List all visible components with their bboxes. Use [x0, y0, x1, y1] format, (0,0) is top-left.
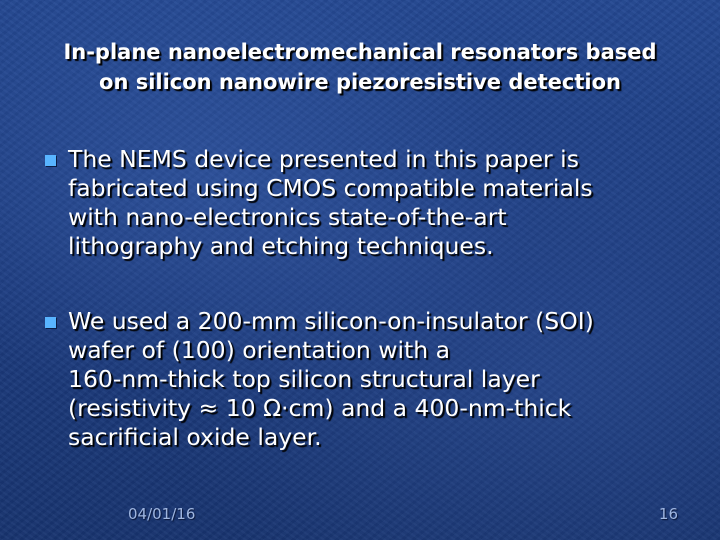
bullet-item — [40, 145, 700, 261]
bullet-list — [40, 145, 700, 452]
footer-date: 04/01/16 — [128, 505, 196, 523]
page-number: 16 — [658, 505, 678, 523]
title-line: In-plane nanoelectromechanical resonators based — [63, 40, 657, 64]
slide-title — [40, 37, 680, 97]
bullet-line: sacrificial oxide layer. — [68, 423, 322, 451]
bullet-line: 160-nm-thick top silicon structural layer — [68, 365, 540, 393]
square-bullet-icon — [45, 155, 56, 166]
bullet-text — [68, 307, 700, 452]
title-line: on silicon nanowire piezoresistive detection — [99, 70, 621, 94]
bullet-line: We used a 200-mm silicon-on-insulator (SOI) — [68, 307, 594, 335]
bullet-line: with nano-electronics state-of-the-art — [68, 203, 507, 231]
bullet-text — [68, 145, 700, 261]
bullet-line: fabricated using CMOS compatible materials — [68, 174, 593, 202]
bullet-line: wafer of (100) orientation with a — [68, 336, 451, 364]
bullet-line: The NEMS device presented in this paper is — [68, 145, 579, 173]
square-bullet-icon — [45, 317, 56, 328]
bullet-line: (resistivity ≈ 10 Ω·cm) and a 400-nm-thick — [68, 394, 572, 422]
bullet-item — [40, 307, 700, 452]
bullet-line: lithography and etching techniques. — [68, 232, 494, 260]
